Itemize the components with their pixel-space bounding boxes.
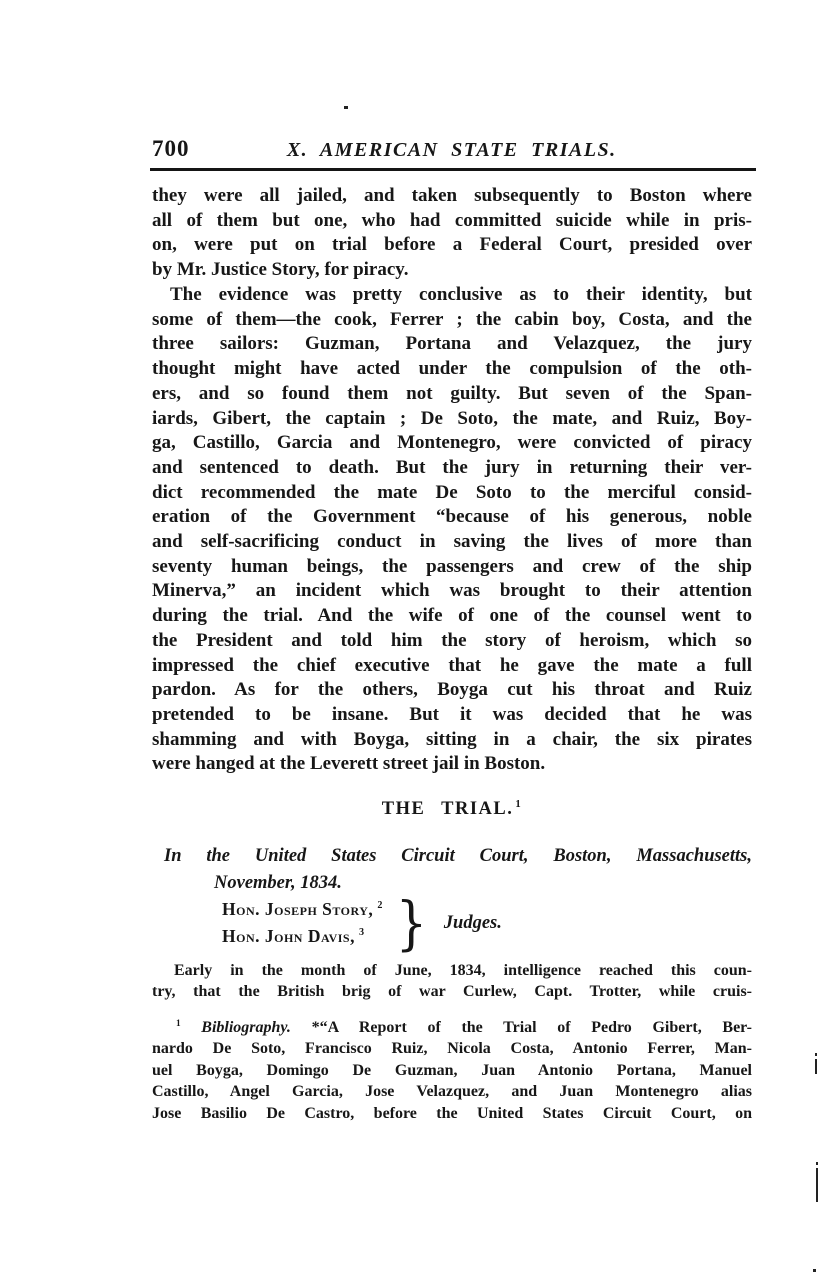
footnote-reference: 1 (515, 797, 523, 810)
scan-artifact-mark (815, 1053, 817, 1056)
text-line: some of them—the cook, Ferrer ; the cabin boy, Costa, and the (152, 308, 752, 330)
footnote-line: Castillo, Angel Garcia, Jose Velazquez, and Juan Montenegro alias (152, 1083, 752, 1101)
judge-names (222, 896, 383, 950)
text-line: seventy human beings, the passengers and crew of the ship (152, 555, 752, 577)
footnote-reference: 2 (377, 900, 383, 912)
text-line: iards, Gibert, the captain ; De Soto, the mate, and Ruiz, Boy- (152, 407, 752, 429)
paragraph-1 (152, 184, 752, 283)
intro-paragraph (152, 960, 752, 1003)
text-line: dict recommended the mate De Soto to the merciful consid- (152, 481, 752, 503)
footnote-line (152, 1017, 752, 1038)
text-line: try, that the British brig of war Curlew, Capt. Trotter, while cruis- (152, 983, 752, 1001)
text-line: three sailors: Guzman, Portana and Velazquez, the jury (152, 333, 752, 355)
footnote-block (152, 1017, 752, 1124)
text-line: ga, Castillo, Garcia and Montenegro, were convicted of piracy (152, 432, 752, 454)
text-line: thought might have acted under the compulsion of the oth- (152, 358, 752, 380)
section-heading-text: THE TRIAL. (381, 799, 514, 819)
brace-glyph: } (395, 889, 428, 957)
scan-artifact-mark (815, 1059, 817, 1074)
text-line: during the trial. And the wife of one of the counsel went to (152, 605, 752, 627)
text-line: Minerva,” an incident which was brought to their attention (152, 580, 752, 602)
text-line: ers, and so found them not guilty. But seven of the Span- (152, 382, 752, 404)
footnote-text: *“A Report of the Trial of Pedro Gibert, Ber- (311, 1019, 753, 1036)
text-line: on, were put on trial before a Federal Court, presided over (152, 234, 752, 256)
scan-artifact-dot (344, 106, 348, 109)
court-caption (152, 843, 752, 896)
running-title: X. AMERICAN STATE TRIALS. (286, 139, 617, 161)
judges-block (222, 889, 502, 957)
court-date-line: November, 1834. (214, 872, 342, 893)
text-line: and sentenced to death. But the jury in returning their ver- (152, 456, 752, 478)
footnote-bibliography-label: Bibliography. (201, 1019, 291, 1036)
footnote-line: uel Boyga, Domingo De Guzman, Juan Antonio Portana, Manuel (152, 1061, 752, 1079)
text-line: they were all jailed, and taken subsequently to Boston where (152, 185, 752, 206)
judge-name: Hon. Joseph Story, (222, 899, 374, 919)
text-line: all of them but one, who had committed suicide while in pris- (152, 209, 752, 231)
judge-name: Hon. John Davis, (222, 926, 355, 946)
scan-artifact-mark (816, 1168, 818, 1202)
page-number: 700 (152, 136, 190, 161)
scan-artifact-dot (813, 1269, 816, 1272)
section-heading (152, 799, 752, 820)
judge-entry (222, 896, 383, 923)
paragraph-2 (152, 283, 752, 777)
header-rule (150, 168, 756, 171)
text-line: shamming and with Boyga, sitting in a chair, the six pirates (152, 728, 752, 750)
court-line: In the United States Circuit Court, Boston, Massachusetts, (164, 846, 752, 866)
footnote-reference: 3 (358, 927, 365, 939)
scan-artifact-mark (816, 1162, 818, 1165)
text-line: the President and told him the story of heroism, which so (152, 629, 752, 651)
judges-label: Judges. (443, 912, 502, 933)
text-line: and self-sacrificing conduct in saving the lives of more than (152, 531, 752, 553)
text-line: Early in the month of June, 1834, intelligence reached this coun- (174, 962, 752, 979)
text-line: pardon. As for the others, Boyga cut his throat and Ruiz (152, 679, 752, 701)
footnote-number: 1 (176, 1018, 181, 1029)
text-line: by Mr. Justice Story, for piracy. (152, 259, 409, 281)
footnote-line: Jose Basilio De Castro, before the United States Circuit Court, on (152, 1104, 752, 1122)
text-line: pretended to be insane. But it was decided that he was (152, 703, 752, 725)
judge-entry (222, 923, 383, 950)
text-line: were hanged at the Leverett street jail in Boston. (152, 753, 546, 775)
text-line: impressed the chief executive that he gave the mate a full (152, 654, 752, 676)
text-line: eration of the Government “because of his generous, noble (152, 506, 752, 528)
text-line: The evidence was pretty conclusive as to their identity, but (170, 284, 752, 305)
page-header (152, 136, 754, 162)
footnote-line: nardo De Soto, Francisco Ruiz, Nicola Costa, Antonio Ferrer, Man- (152, 1040, 752, 1058)
